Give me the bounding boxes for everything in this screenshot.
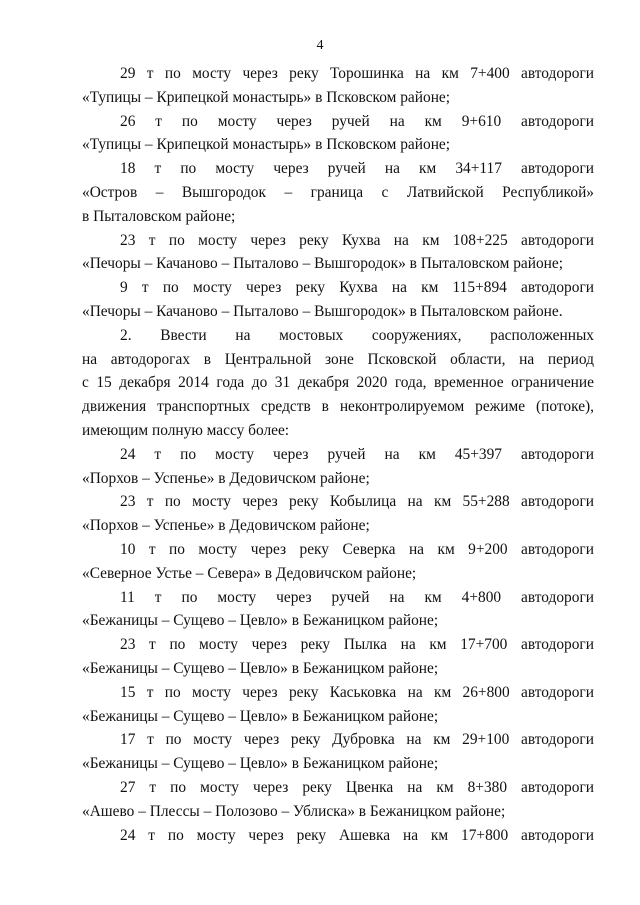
text-line: в Пыталовском районе; <box>82 207 236 225</box>
text-line: 17 т по мосту через реку Дубровка на км 29+100 автодороги <box>120 731 594 749</box>
paragraph <box>82 62 594 110</box>
text-line: «Тупицы – Крипецкой монастырь» в Псковском районе; <box>82 88 451 106</box>
text-line: с 15 декабря 2014 года до 31 декабря 2020 года, временное ограничение <box>82 374 594 392</box>
text-line: «Порхов – Успенье» в Дедовичском районе; <box>82 517 370 535</box>
paragraph <box>82 229 594 277</box>
text-line: 9 т по мосту через реку Кухва на км 115+894 автодороги <box>120 279 594 297</box>
text-line: «Бежаницы – Сущево – Цевло» в Бежаницком районе; <box>82 707 439 725</box>
paragraph <box>82 443 594 491</box>
paragraph <box>82 681 594 729</box>
text-line: 18 т по мосту через ручей на км 34+117 автодороги <box>120 160 594 178</box>
document-body <box>82 62 594 847</box>
paragraph <box>82 157 594 228</box>
text-line: «Бежаницы – Сущево – Цевло» в Бежаницком районе; <box>82 612 439 630</box>
paragraph <box>82 490 594 538</box>
text-line: «Печоры – Качаново – Пыталово – Вышгородок» в Пыталовском районе; <box>82 255 564 273</box>
text-line: 10 т по мосту через реку Северка на км 9+200 автодороги <box>120 540 594 558</box>
text-line: 27 т по мосту через реку Цвенка на км 8+380 автодороги <box>120 778 594 796</box>
text-line: «Ашево – Плессы – Полозово – Ублиска» в Бежаницком районе; <box>82 802 506 820</box>
text-line: 24 т по мосту через ручей на км 45+397 автодороги <box>120 445 594 463</box>
text-line: 23 т по мосту через реку Кобылица на км 55+288 автодороги <box>120 493 594 511</box>
text-line: движения транспортных средств в неконтролируемом режиме (потоке), <box>82 398 594 416</box>
text-line: на автодорогах в Центральной зоне Псковской области, на период <box>82 350 594 368</box>
paragraph <box>82 586 594 634</box>
text-line: «Печоры – Качаново – Пыталово – Вышгородок» в Пыталовском районе. <box>82 302 563 320</box>
paragraph <box>82 776 594 824</box>
text-line: 23 т по мосту через реку Кухва на км 108+225 автодороги <box>120 231 594 249</box>
text-line: «Северное Устье – Севера» в Дедовичском районе; <box>82 564 417 582</box>
paragraph <box>82 276 594 324</box>
text-line: 11 т по мосту через ручей на км 4+800 автодороги <box>120 588 594 606</box>
text-line: «Бежаницы – Сущево – Цевло» в Бежаницком районе; <box>82 755 439 773</box>
text-line: «Тупицы – Крипецкой монастырь» в Псковском районе; <box>82 136 451 154</box>
text-line: имеющим полную массу более: <box>82 421 290 439</box>
paragraph <box>82 728 594 776</box>
page-number: 4 <box>316 38 324 53</box>
text-line: «Бежаницы – Сущево – Цевло» в Бежаницком районе; <box>82 659 439 677</box>
paragraph <box>82 538 594 586</box>
paragraph <box>82 633 594 681</box>
text-line: 23 т по мосту через реку Пылка на км 17+700 автодороги <box>120 636 594 654</box>
paragraph <box>82 110 594 158</box>
text-line: 29 т по мосту через реку Торошинка на км 7+400 автодороги <box>120 65 594 82</box>
text-line: «Порхов – Успенье» в Дедовичском районе; <box>82 469 370 487</box>
text-line: 24 т по мосту через реку Ашевка на км 17+800 автодороги <box>120 826 594 844</box>
text-line: 2. Ввести на мостовых сооружениях, расположенных <box>120 326 594 344</box>
text-line: 15 т по мосту через реку Каськовка на км 26+800 автодороги <box>120 683 594 701</box>
text-line: 26 т по мосту через ручей на км 9+610 автодороги <box>120 112 594 130</box>
paragraph <box>82 324 594 443</box>
text-line: «Остров – Вышгородок – граница с Латвийской Республикой» <box>82 183 594 201</box>
paragraph <box>82 824 594 848</box>
